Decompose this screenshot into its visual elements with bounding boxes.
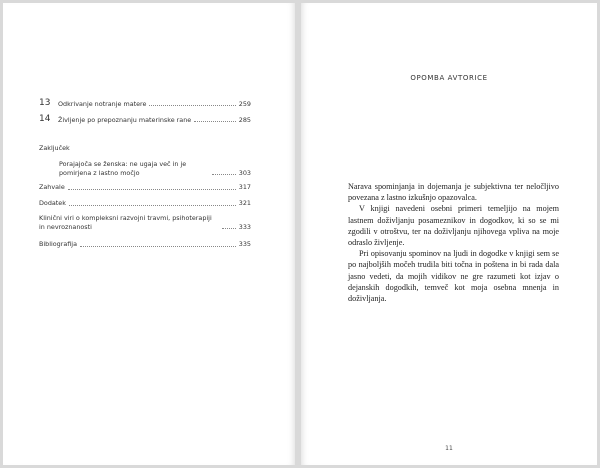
- entry-title: Porajajoča se ženska: ne ugaja več in je pomirjena z lastno močjo: [59, 160, 187, 177]
- chapter-number: 13: [39, 98, 51, 108]
- page-number: 11: [445, 445, 453, 452]
- toc-conclusion-heading: Zaključek: [39, 144, 70, 152]
- toc-entry-bibliografija: [39, 240, 251, 249]
- paragraph: Narava spominjanja in dojemanja je subjektivna ter neločljivo povezana z lastno izkušnjo opazovalca.: [348, 182, 559, 203]
- dot-leader: [194, 120, 236, 122]
- paragraph: Pri opisovanju spominov na ljudi in dogodke v knjigi sem se po najboljših močeh trudila biti točna in poštena in bi rada dala jasno vedeti, da mojih vidikov ne gre razumeti kot izjav o dejanskih dogodkih, temveč kot moja osebna mnenja in doživljanja.: [348, 249, 559, 304]
- entry-page: 321: [238, 199, 251, 207]
- toc-entry-zahvale: [39, 183, 251, 192]
- dot-leader: [69, 204, 236, 206]
- toc-chapter-13: [39, 94, 251, 108]
- dot-leader: [68, 188, 236, 190]
- toc-entry-dodatek: [39, 199, 251, 208]
- chapter-title: Odkrivanje notranje matere: [58, 100, 147, 108]
- entry-page: 333: [238, 222, 251, 231]
- dot-leader: [149, 104, 235, 106]
- entry-title: Zahvale: [39, 183, 65, 191]
- chapter-title: Življenje po prepoznanju materinske rane: [58, 116, 192, 124]
- left-page: [3, 3, 295, 465]
- toc-entry-klinicni-viri: [39, 214, 251, 231]
- chapter-page: 259: [238, 100, 251, 108]
- entry-title: Dodatek: [39, 199, 66, 207]
- dot-leader: [222, 227, 236, 229]
- paragraph: V knjigi navedeni osebni primeri temeljijo na mojem lastnem doživljanju posameznikov in dogodkov, ki so se mi zgodili v otroštvu, ter na doživljanju njihovega vpliva na moje odraslo življenje.: [348, 204, 559, 248]
- right-page: [301, 3, 597, 465]
- dot-leader: [212, 173, 236, 175]
- toc-chapter-14: [39, 110, 251, 124]
- dot-leader: [80, 245, 236, 247]
- entry-page: 303: [238, 168, 251, 177]
- entry-title: Klinični viri o kompleksni razvojni travmi, psihoterapiji in nevroznanosti: [39, 214, 212, 231]
- page-title: OPOMBA AVTORICE: [410, 74, 488, 82]
- authors-note-text: [348, 181, 559, 304]
- chapter-page: 285: [238, 116, 251, 124]
- entry-page: 335: [238, 240, 251, 248]
- entry-page: 317: [238, 183, 251, 191]
- entry-title: Bibliografija: [39, 240, 77, 248]
- chapter-number: 14: [39, 114, 51, 124]
- toc-conclusion-entry: [59, 160, 251, 177]
